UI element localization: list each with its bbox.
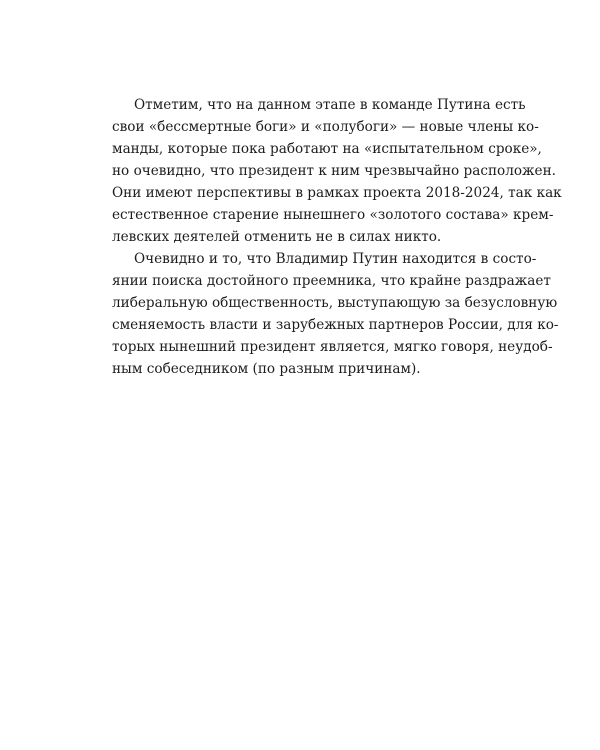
paragraph-1-line-5: Они имеют перспективы в рамках проекта 2018-2024, так как [112, 185, 562, 201]
paragraph-2-line-6: ным собеседником (по разным причинам). [112, 361, 421, 377]
paragraph-1 [112, 94, 562, 248]
paragraph-2 [112, 248, 559, 380]
paragraph-2-line-5: торых нынешний президент является, мягко говоря, неудоб- [112, 339, 553, 355]
paragraph-1-line-6: естественное старение нынешнего «золотого состава» крем- [112, 207, 554, 223]
paragraph-1-line-2: свои «бессмертные боги» и «полубоги» — новые члены ко- [112, 119, 539, 135]
paragraph-1-line-3: манды, которые пока работают на «испытательном сроке», [112, 141, 542, 157]
paragraph-2-line-4: сменяемость власти и зарубежных партнеров России, для ко- [112, 317, 559, 333]
paragraph-1-line-4: но очевидно, что президент к ним чрезвычайно расположен. [112, 163, 556, 179]
paragraph-2-line-3: либеральную общественность, выступающую за безусловную [112, 295, 558, 311]
paragraph-2-line-1: Очевидно и то, что Владимир Путин находится в состо- [134, 251, 537, 267]
paragraph-1-line-1: Отметим, что на данном этапе в команде Путина есть [134, 97, 526, 113]
paragraph-1-line-7: левских деятелей отменить не в силах никто. [112, 229, 442, 245]
paragraph-2-line-2: янии поиска достойного преемника, что крайне раздражает [112, 273, 551, 289]
body-text [112, 94, 562, 380]
